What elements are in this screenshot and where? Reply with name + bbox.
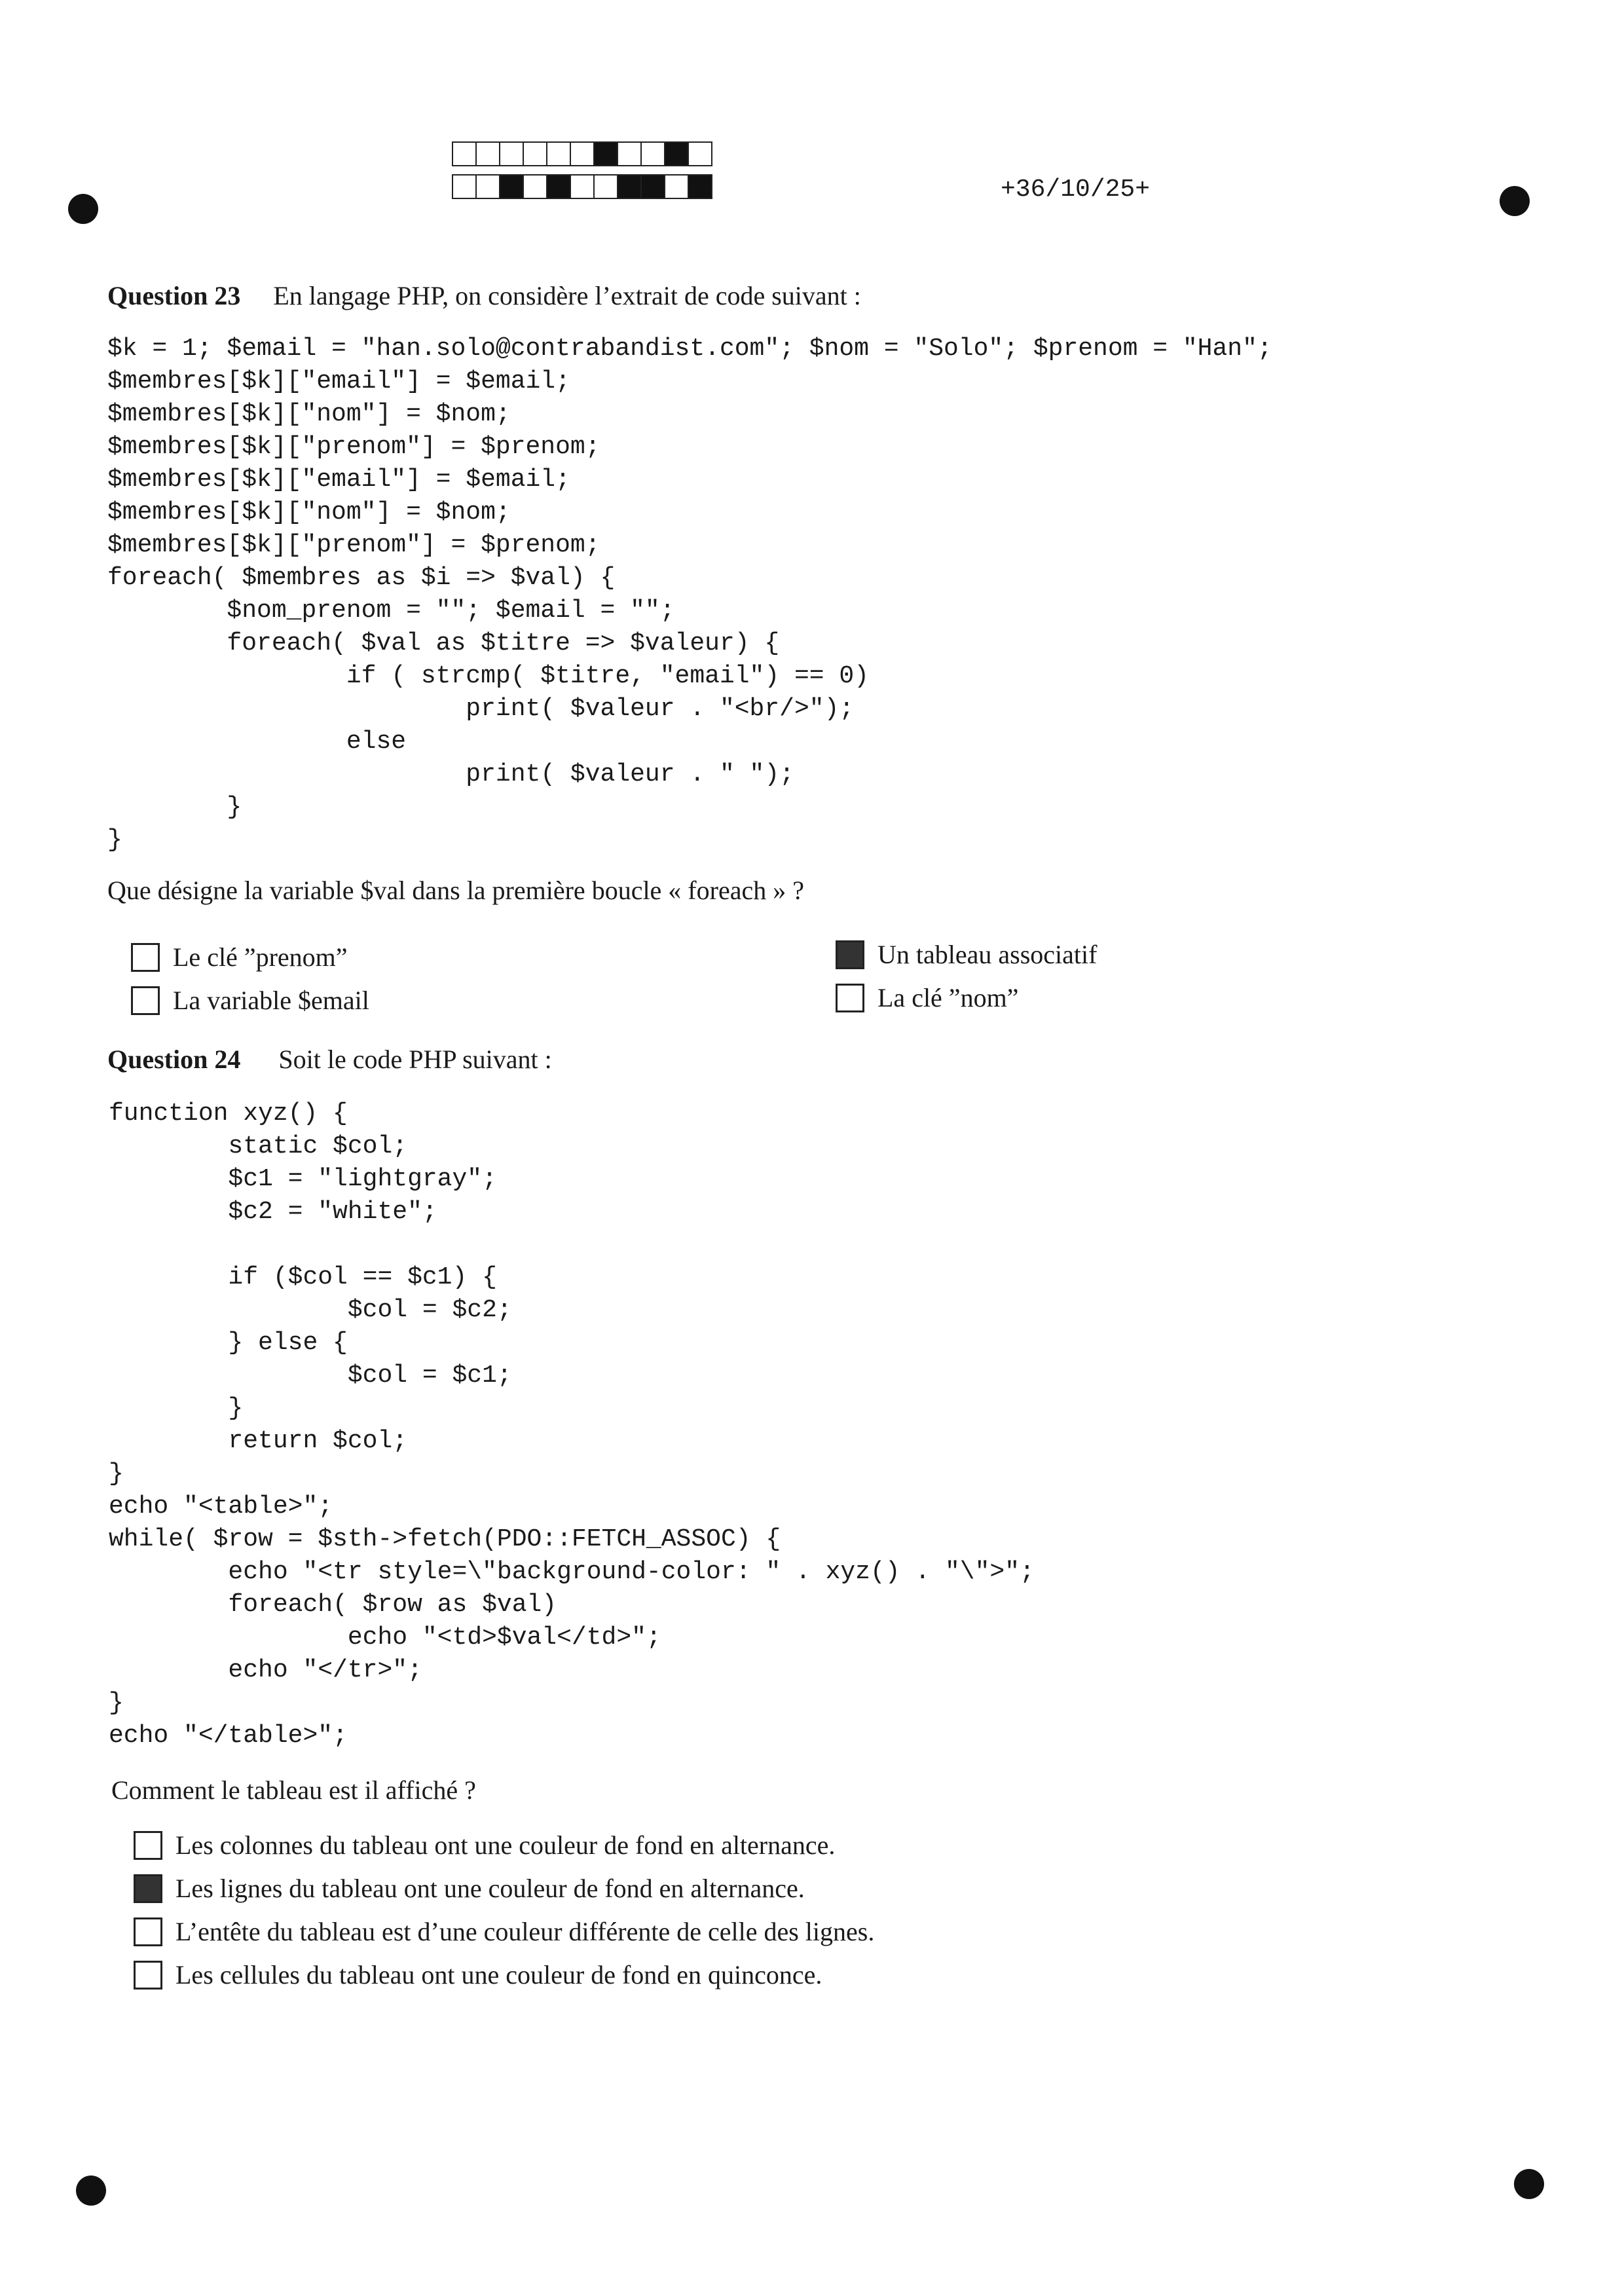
- q23-choice-1[interactable]: [131, 942, 348, 972]
- q23-choice-3-checkbox[interactable]: [836, 940, 864, 969]
- q23-choice-2[interactable]: [131, 985, 369, 1016]
- id-grid-cell: [640, 174, 665, 199]
- question-24-header: [107, 1044, 552, 1075]
- q23-choice-3-label: Un tableau associatif: [877, 940, 1098, 969]
- q24-choice-4-checkbox[interactable]: [134, 1961, 162, 1990]
- id-grid-cell: [640, 141, 665, 166]
- id-grid-cell: [664, 141, 689, 166]
- id-grid-cell: [688, 174, 712, 199]
- q24-choice-2[interactable]: [134, 1873, 805, 1904]
- id-grid-cell: [617, 141, 642, 166]
- id-grid-cell: [452, 174, 477, 199]
- id-grid-cell: [499, 141, 524, 166]
- q23-choice-1-label: Le clé ”prenom”: [173, 942, 348, 972]
- id-grid-cell: [546, 174, 571, 199]
- id-grid-cell: [593, 141, 618, 166]
- id-grid-cell: [570, 141, 595, 166]
- question-24-code: function xyz() { static $col; $c1 = "lightgray"; $c2 = "white"; if ($col == $c1) { $col = $c2; } else { $col = $c1; } return $col; } echo "<table>"; while( $row = $sth->fetch(PDO::FETCH_ASSOC) { echo "<tr style=\"background-color: " . xyz() . "\">"; foreach( $row as $val) echo "<td>$val</td>"; echo "</tr>"; } echo "</table>";: [109, 1100, 1035, 1750]
- q24-choice-1-checkbox[interactable]: [134, 1831, 162, 1860]
- id-grid-cell: [688, 141, 712, 166]
- question-23-text: En langage PHP, on considère l’extrait de code suivant :: [273, 281, 861, 310]
- id-grid-cell: [617, 174, 642, 199]
- question-23-prompt: Que désigne la variable $val dans la première boucle « foreach » ?: [107, 876, 804, 905]
- id-grid-cell: [475, 174, 500, 199]
- id-grid-cell: [499, 174, 524, 199]
- registration-mark-top-right: [1500, 186, 1530, 216]
- q24-choice-3[interactable]: [134, 1916, 874, 1947]
- q23-choice-1-checkbox[interactable]: [131, 943, 160, 972]
- id-grid-cell: [523, 174, 547, 199]
- id-grid-row-1: [452, 141, 712, 166]
- id-grid-row-2: [452, 174, 712, 199]
- q23-choice-4[interactable]: [836, 982, 1018, 1013]
- q24-choice-2-checkbox[interactable]: [134, 1874, 162, 1903]
- q23-choice-4-checkbox[interactable]: [836, 984, 864, 1012]
- q24-choice-3-checkbox[interactable]: [134, 1917, 162, 1946]
- q24-choice-4[interactable]: [134, 1959, 822, 1990]
- question-24-label: Question 24: [107, 1045, 241, 1074]
- q23-choice-3[interactable]: [836, 939, 1097, 970]
- question-24-prompt: Comment le tableau est il affiché ?: [111, 1775, 476, 1805]
- q23-choice-4-label: La clé ”nom”: [877, 983, 1019, 1012]
- registration-mark-bottom-left: [76, 2176, 106, 2206]
- registration-mark-bottom-right: [1514, 2169, 1544, 2199]
- registration-mark-top-left: [68, 194, 98, 224]
- q24-choice-1-label: Les colonnes du tableau ont une couleur de fond en alternance.: [175, 1830, 836, 1860]
- q24-choice-3-label: L’entête du tableau est d’une couleur différente de celle des lignes.: [175, 1917, 875, 1946]
- question-24-text: Soit le code PHP suivant :: [278, 1045, 552, 1074]
- id-grid-cell: [546, 141, 571, 166]
- q24-choice-2-label: Les lignes du tableau ont une couleur de fond en alternance.: [175, 1874, 805, 1903]
- id-grid-cell: [570, 174, 595, 199]
- q24-choice-4-label: Les cellules du tableau ont une couleur de fond en quinconce.: [175, 1960, 822, 1990]
- id-grid-cell: [664, 174, 689, 199]
- page-code: +36/10/25+: [1001, 176, 1151, 204]
- q23-choice-2-label: La variable $email: [173, 986, 369, 1015]
- question-23-code: $k = 1; $email = "han.solo@contrabandist.com"; $nom = "Solo"; $prenom = "Han"; $membres[$k]["email"] = $email; $membres[$k]["nom"] = $nom; $membres[$k]["prenom"] = $prenom; $membres[$k]["email"] = $email; $membres[$k]["nom"] = $nom; $membres[$k]["prenom"] = $prenom; foreach( $membres as $i => $val) { $nom_prenom = ""; $email = ""; foreach( $val as $titre => $valeur) { if ( strcmp( $titre, "email") == 0) print( $valeur . "<br/>"); else print( $valeur . " "); } }: [107, 335, 1272, 854]
- question-23-header: [107, 280, 861, 311]
- id-grid-cell: [475, 141, 500, 166]
- id-grid-cell: [593, 174, 618, 199]
- question-23-label: Question 23: [107, 281, 241, 310]
- q24-choice-1[interactable]: [134, 1830, 835, 1861]
- q23-choice-2-checkbox[interactable]: [131, 986, 160, 1015]
- id-grid-cell: [452, 141, 477, 166]
- id-grid-cell: [523, 141, 547, 166]
